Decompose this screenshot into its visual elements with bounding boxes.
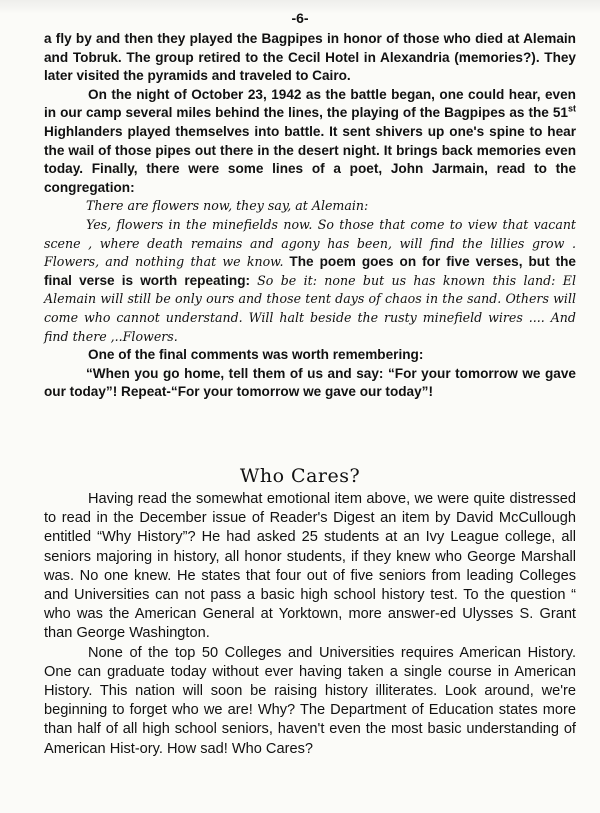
page-number: -6- (291, 10, 309, 26)
battle-text-b: Highlanders played themselves into battle. It sent shivers up one's spine to hear the wail of those pipes out there in the desert night. It brings back memories even today. Finally, there were some lines of a poet, John Jarmain, read to the congregation: (44, 123, 576, 195)
who-cares-title: Who Cares? (239, 465, 361, 487)
poem-commentary: The poem goes on for five verses, but the final verse is worth repeating: (44, 254, 576, 288)
quote-paragraph (44, 365, 576, 402)
paragraph-readers-digest: Having read the somewhat emotional item above, we were quite distressed to read in the December issue of Reader's Digest an item by David McCullough entitled “Why History”? He had asked 25 students at an Ivy League college, all seniors majoring in history, all honor students, if they knew who George Marshall was. No one knew. He states that four out of five seniors from leading Colleges and Universities can not pass a basic high school history test. To the question “ who was the American General at Yorktown, more answer-ed Ulysses S. Grant than George Washington. (44, 491, 576, 642)
poem-final-verse: So be it: none but us has known this land: El Alemain will still be only ours and those tent days of chaos in the sand. Others will come who cannot understand. Will halt beside the rusty minefield wires .... And find there ,..Flowers. (44, 272, 576, 344)
bagpipes-section (44, 30, 576, 402)
ordinal-suffix: st (567, 103, 576, 114)
paragraph-history-illiterates: None of the top 50 Colleges and Universities requires American History. One can graduate today without ever having taken a single course in American History. This nation will soon be raising history illiterates. Look around, we're beginning to forget who we are! Why? The Department of Education states more than half of all high school seniors, haven't even the most basic understanding of American Hist-ory. How sad! Who Cares? (44, 644, 576, 757)
battle-text-a: On the night of October 23, 1942 as the battle began, one could hear, even in our camp several miles behind the lines, the playing of the Bagpipes as the 51 (44, 86, 576, 121)
poem-first-line (44, 197, 576, 216)
repeat-quote: “For your tomorrow we gave our today”! (170, 384, 433, 400)
paragraph-final-comments: One of the final comments was worth remembering: (88, 347, 424, 363)
who-cares-section (44, 490, 576, 759)
repeat-label: Repeat- (117, 384, 171, 400)
paragraph-battle-night (44, 86, 576, 198)
quote-text: “When you go home, tell them of us and say: “For your tomorrow we gave our today”! (44, 365, 576, 400)
paragraph-fly-by: a fly by and then they played the Bagpipes in honor of those who died at Alemain and Tobruk. The group retired to the Cecil Hotel in Alexandria (memories?). They later visited the pyramids and traveled to Cairo. (44, 31, 576, 84)
poem-line-1: There are flowers now, they say, at Alemain: (86, 198, 369, 214)
poem-paragraph (44, 216, 576, 346)
poem-line-2: Yes, flowers in the minefields now. So those that come to view that vacant scene , where death remains and agony has been, will find the lillies grow . Flowers, and nothing that we know. (44, 216, 576, 270)
